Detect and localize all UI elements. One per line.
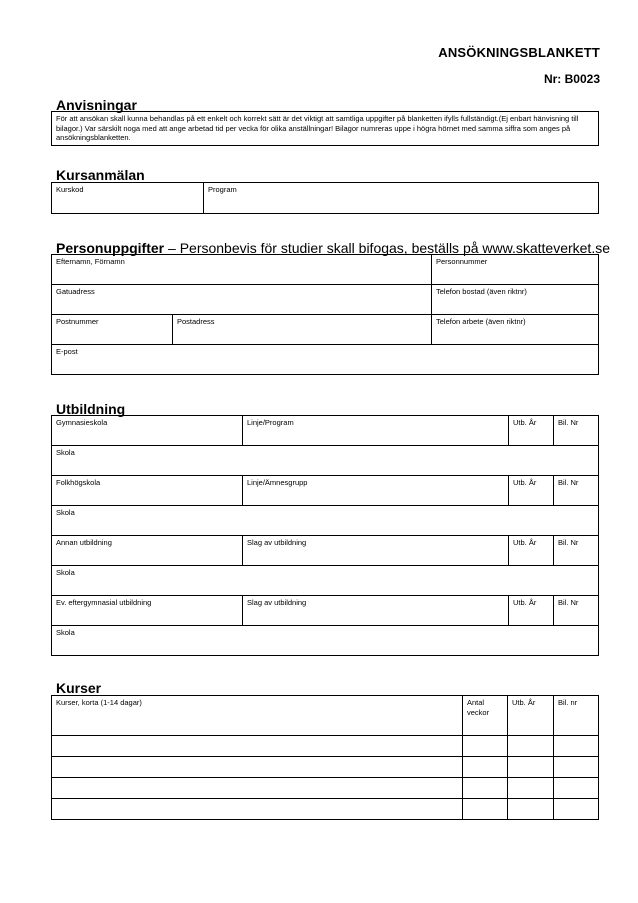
instructions-box [51,111,599,146]
course-attachment-cell[interactable] [554,757,599,778]
form-number: Nr: B0023 [543,72,600,86]
courses-heading: Kurser [56,680,102,696]
personal-number-field[interactable]: Personnummer [432,255,599,285]
course-year-cell[interactable] [508,778,554,799]
education-field-secondary[interactable]: Linje/Program [243,416,509,446]
school-field[interactable]: Skola [52,446,599,476]
personal-heading-subtitle: – Personbevis för studier skall bifogas, beställs på www.skatteverket.se [164,240,610,256]
education-year-field[interactable]: Utb. År [509,536,554,566]
course-name-cell[interactable] [52,736,463,757]
education-attachment-field[interactable]: Bil. Nr [554,596,599,626]
table-row [52,757,599,778]
email-field[interactable]: E-post [52,345,599,375]
table-row [52,736,599,757]
education-field-primary[interactable]: Gymnasieskola [52,416,243,446]
education-field-primary[interactable]: Annan utbildning [52,536,243,566]
course-code-field[interactable]: Kurskod [52,183,204,214]
courses-name-header: Kurser, korta (1-14 dagar) [52,696,463,736]
course-name-cell[interactable] [52,757,463,778]
school-field[interactable]: Skola [52,506,599,536]
education-field-primary[interactable]: Folkhögskola [52,476,243,506]
education-heading: Utbildning [56,401,126,417]
course-weeks-cell[interactable] [463,757,508,778]
table-row [52,778,599,799]
course-name-cell[interactable] [52,778,463,799]
school-field[interactable]: Skola [52,626,599,656]
program-field[interactable]: Program [204,183,599,214]
postal-code-field[interactable]: Postnummer [52,315,173,345]
school-field[interactable]: Skola [52,566,599,596]
phone-work-field[interactable]: Telefon arbete (även riktnr) [432,315,599,345]
education-table [51,415,599,656]
education-attachment-field[interactable]: Bil. Nr [554,476,599,506]
courses-table [51,695,599,820]
course-weeks-cell[interactable] [463,778,508,799]
name-field[interactable]: Efternamn, Förnamn [52,255,432,285]
course-attachment-cell[interactable] [554,736,599,757]
course-attachment-cell[interactable] [554,778,599,799]
education-field-secondary[interactable]: Linje/Ämnesgrupp [243,476,509,506]
course-weeks-cell[interactable] [463,736,508,757]
street-field[interactable]: Gatuadress [52,285,432,315]
form-title: ANSÖKNINGSBLANKETT [438,45,600,60]
education-attachment-field[interactable]: Bil. Nr [554,536,599,566]
course-registration-table [51,182,599,214]
education-field-primary[interactable]: Ev. eftergymnasial utbildning [52,596,243,626]
education-field-secondary[interactable]: Slag av utbildning [243,536,509,566]
education-field-secondary[interactable]: Slag av utbildning [243,596,509,626]
table-row [52,799,599,820]
course-year-cell[interactable] [508,799,554,820]
phone-home-field[interactable]: Telefon bostad (även riktnr) [432,285,599,315]
instructions-heading: Anvisningar [56,97,137,113]
course-weeks-cell[interactable] [463,799,508,820]
course-year-cell[interactable] [508,757,554,778]
personal-table [51,254,599,375]
instructions-text: För att ansökan skall kunna behandlas på ett enkelt och korrekt sätt är det viktigt att samtliga uppgifter på blanketten ifylls fullständigt.(Ej enbart hänvisning till bilagor.) Var särskilt noga med att ange arbetad tid per vecka för olika anställningar! Bilagor numreras uppe i högra hörnet med samma siffra som anges på ansökningsblanketten. [52,112,599,146]
courses-year-header: Utb. År [508,696,554,736]
courses-attachment-header: Bil. nr [554,696,599,736]
education-year-field[interactable]: Utb. År [509,596,554,626]
course-year-cell[interactable] [508,736,554,757]
course-attachment-cell[interactable] [554,799,599,820]
education-year-field[interactable]: Utb. År [509,476,554,506]
education-year-field[interactable]: Utb. År [509,416,554,446]
courses-weeks-header: Antal veckor [463,696,508,736]
education-attachment-field[interactable]: Bil. Nr [554,416,599,446]
personal-heading-title: Personuppgifter [56,240,165,256]
course-name-cell[interactable] [52,799,463,820]
postal-address-field[interactable]: Postadress [173,315,432,345]
course-registration-heading: Kursanmälan [56,167,145,183]
